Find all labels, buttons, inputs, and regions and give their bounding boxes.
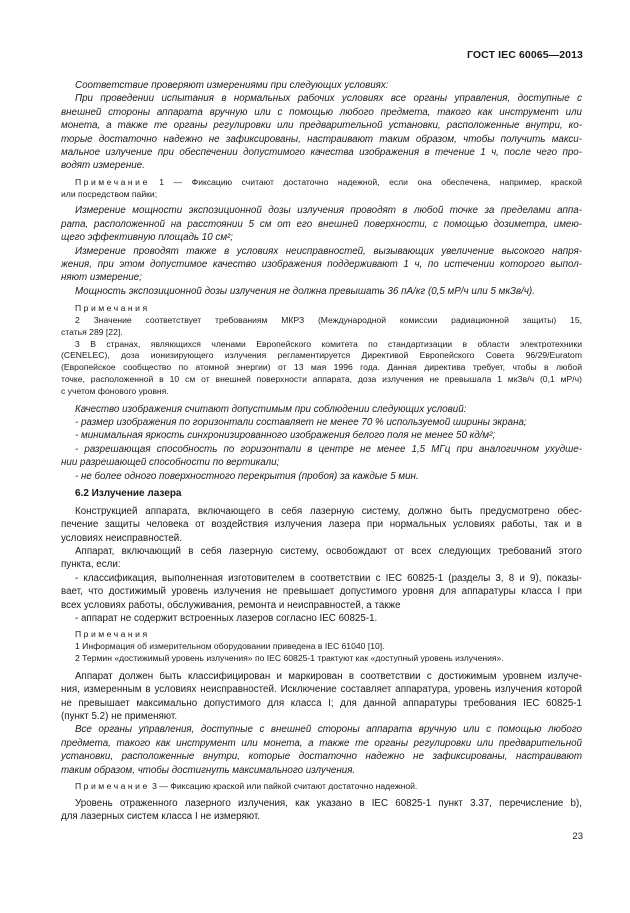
text-line: установки, расположенные внутри, которые достаточно надежно не зафиксированы, настраивают [61, 751, 582, 763]
paragraph-reflected-radiation [61, 797, 582, 824]
text-line: Все органы управления, доступные с внешней стороны аппарата вручную или с помощью любого [75, 724, 582, 736]
text-line: жения, при этом допустимое качество изображения поддерживают 1 ч, по истечении которого выпол- [61, 259, 582, 271]
notes-label: Примечания [75, 303, 150, 314]
text-line: условиях неисправностей. [61, 532, 182, 544]
text-line: (Европейское сообщество по атомной энергии) от 13 мая 1996 года. Данная директива требует, чтобы в любой [61, 362, 582, 373]
notes-laser [61, 629, 582, 664]
text-line: Примечание 1 — Фиксацию считают достаточно надежной, если она обеспечена, например, краской [75, 176, 582, 187]
notes-label: Примечания [75, 629, 150, 640]
page-number: 23 [572, 831, 583, 842]
text-line: Аппарат должен быть классифицирован и маркирован в соответствии с достижимым уровнем излуче- [75, 670, 582, 682]
paragraph-image-quality [61, 403, 582, 483]
text-line: (пункт 5.2) не применяют. [61, 710, 178, 722]
text-line: статья 289 [22]. [61, 326, 123, 337]
paragraph-controls [61, 723, 582, 777]
text-line: Измерение мощности экспозиционной дозы излучения проводят в любой точке за пределами аппа- [75, 205, 582, 217]
text-line: монета, а также те органы регулировки или предварительной установки, расположенные внутри, ко- [61, 120, 582, 132]
text-line: - аппарат не содержит встроенных лазеров согласно IEC 60825-1. [75, 612, 378, 624]
text-line: Аппарат, включающий в себя лазерную систему, освобождают от всех следующих требований этого [75, 545, 582, 557]
text-line: мальное излучение при обеспечении допустимого качества изображения в течение 1 ч, после чего про- [61, 147, 582, 159]
text-line: для лазерных систем класса I не измеряют. [61, 811, 261, 823]
section-title: 6.2 Излучение лазера [75, 488, 182, 500]
text-line: Соответствие проверяют измерениями при следующих условиях: [75, 80, 389, 91]
text-line: внешней стороны аппарата вручную или с помощью любого предмета, такого как инструмент или [61, 106, 582, 118]
notes-2-3 [61, 303, 582, 397]
text-line: 2 Значение соответствует требованиям МКРЗ (Международной комиссии радиационной защиты) 15, [75, 315, 582, 326]
note-3 [61, 781, 582, 793]
text-line: Качество изображения считают допустимым при соблюдении следующих условий: [75, 403, 467, 415]
text-line: печение защиты человека от воздействия излучения лазера при нормальных условиях работы, так и в [61, 519, 582, 531]
text-line: торые достаточно надежно не зафиксированы, настраивают таким образом, чтобы получить макси- [61, 133, 582, 145]
text-line: Конструкцией аппарата, включающего в себя лазерную систему, должно быть предусмотрено обес- [75, 505, 582, 517]
text-line: вает, что достижимый уровень излучения не превышает допустимого уровня для аппаратуры класса I при [61, 586, 582, 598]
text-line: Измерение проводят также в условиях неисправностей, вызывающих увеличение высокого напря- [75, 245, 582, 257]
text-line: - минимальная яркость синхронизированного изображения белого поля не менее 50 кд/м²; [75, 430, 496, 442]
text-line: - разрешающая способность по горизонтали в центре не менее 1,5 МГц при аналогичном ухудше- [75, 443, 582, 455]
text-line: не превышает максимально допустимого для класса I; для данной аппаратуры требования IEC 60825-1 [61, 697, 582, 709]
paragraph-dose-measurement [61, 204, 582, 298]
text-line: всех условиях работы, обслуживания, ремонта и неисправностей, а также [61, 599, 401, 611]
text-line: - не более одного поверхностного перекрытия (пробоя) за каждые 5 мин. [75, 470, 419, 482]
text-line: пункта, если: [61, 559, 121, 571]
paragraph-laser-protection [61, 505, 582, 626]
text-line: 3 В странах, являющихся членами Европейского комитета по стандартизации в области электротехники [75, 338, 582, 349]
text-line: Мощность экспозиционной дозы излучения не должна превышать 36 пА/кг (0,5 мР/ч или 5 мкЗв/ч). [75, 285, 535, 297]
note-label: Примечание [75, 780, 150, 791]
text-line: Уровень отраженного лазерного излучения, как указано в IEC 60825-1 пункт 3.37, перечисление b), [75, 797, 582, 809]
text-line: - классификация, выполненная изготовителем в соответствии с IEC 60825-1 (разделы 3, 8 и 9), показы- [75, 572, 582, 584]
text-line: (CENELEC), доза ионизирующего излучения регламентируется Директивой Европейского Совета 96/29/Euratom [61, 350, 582, 361]
paragraph-compliance-conditions [61, 79, 582, 173]
text-line: няют измерение; [61, 272, 142, 284]
text-line: нии разрешающей способности по вертикали; [61, 457, 280, 469]
note-1 [61, 177, 582, 201]
paragraph-classification [61, 670, 582, 724]
text-line: или посредством пайки; [61, 188, 158, 199]
text-line: Примечание 3 — Фиксацию краской или пайкой считают достаточно надежной. [75, 780, 418, 791]
document-header: ГОСТ IEC 60065—2013 [466, 49, 583, 61]
text-line: водят измерение. [61, 160, 145, 172]
text-line: предмета, такого как инструмент или монета, а также те органы регулировки или предварительной [61, 737, 582, 749]
text-line: точке, расположенной в 10 см от внешней поверхности аппарата, доза излучения не превышала 1 мкЗв/ч (0,1 мР/ч) [61, 374, 582, 385]
text-line: 1 Информация об измерительном оборудовании приведена в IEC 61040 [10]. [75, 641, 385, 652]
text-line: - размер изображения по горизонтали составляет не менее 70 % используемой ширины экрана; [75, 417, 527, 429]
text-line: таким образом, чтобы достигнуть максимального излучения. [61, 764, 356, 776]
text-line: рата, расположенной на расстоянии 5 см от его внешней поверхности, с помощью дозиметра, имею- [61, 218, 582, 230]
page-body [61, 79, 582, 824]
text-line: с учетом фонового уровня. [61, 385, 169, 396]
text-line: щего эффективную площадь 10 см²; [61, 232, 234, 244]
text-line: ния, измеренным в условиях неисправностей. Исключение составляет аппаратура, уровень излучения которой [61, 684, 582, 696]
text-line: 2 Термин «достижимый уровень излучения» по IEC 60825-1 трактуют как «доступный уровень излучения». [75, 652, 504, 663]
text-line: При проведении испытания в нормальных рабочих условиях все органы управления, доступные с [75, 93, 582, 105]
note-label: Примечание [75, 176, 150, 187]
